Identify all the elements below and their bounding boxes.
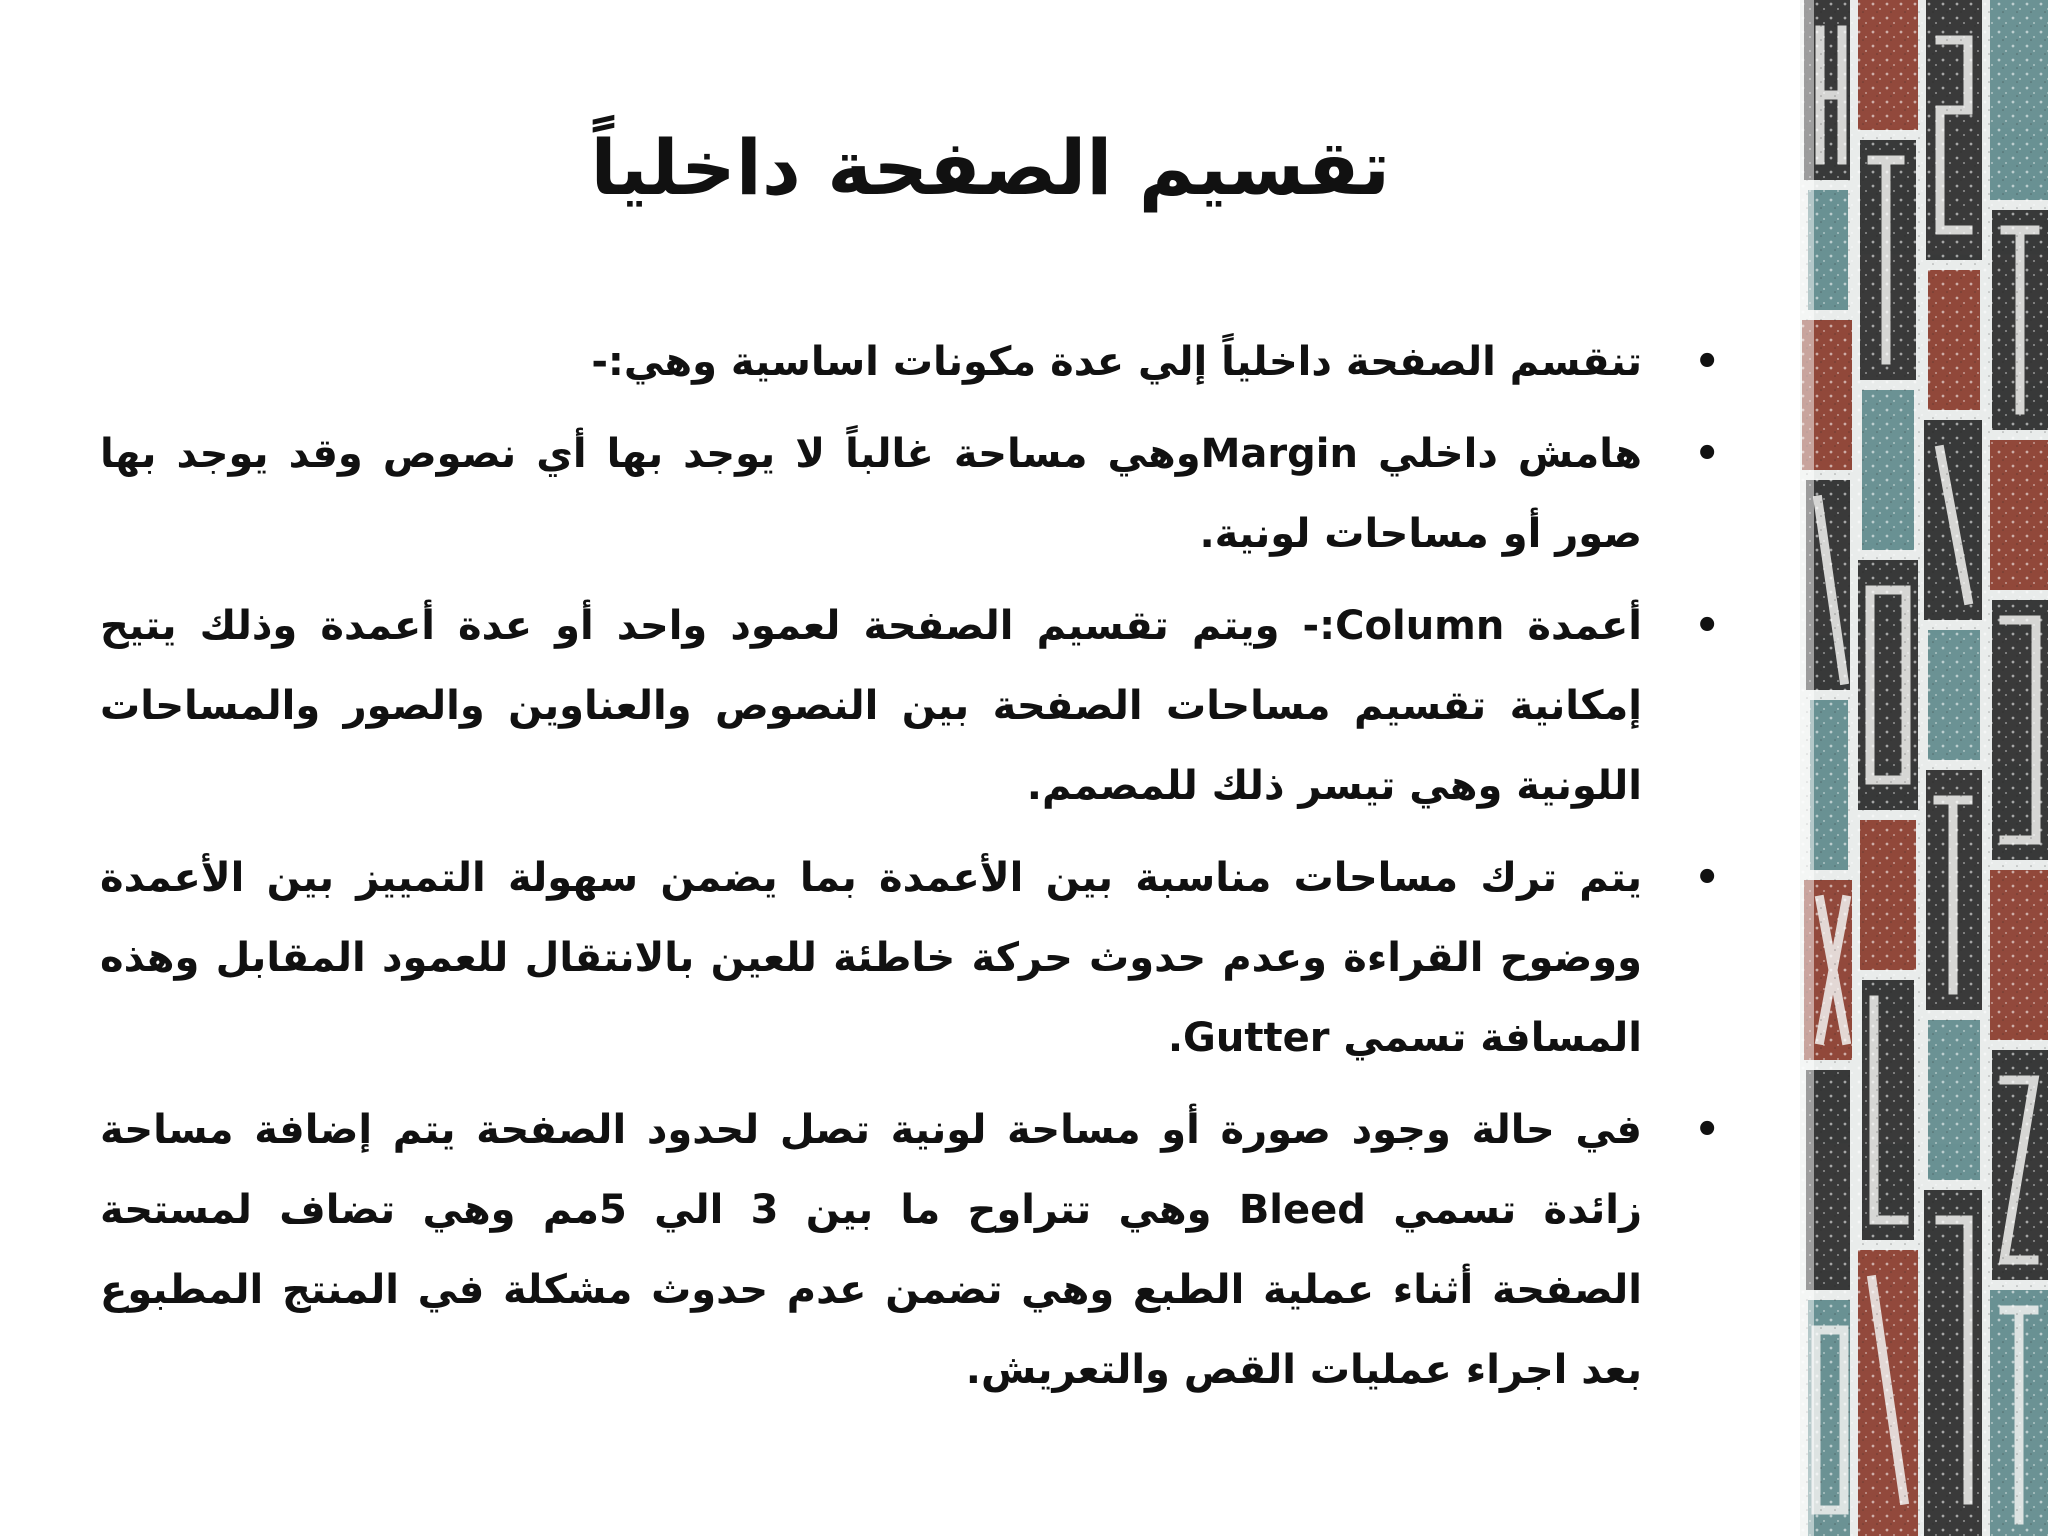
bullet-icon: •	[1694, 855, 1720, 901]
bullet-icon: •	[1694, 431, 1720, 477]
slide-title: تقسيم الصفحة داخلياً	[590, 123, 1390, 212]
bullet-text: تنقسم الصفحة داخلياً إلي عدة مكونات اساسية وهي:-	[591, 339, 1642, 385]
bullet-text: هامش داخلي Marginوهي مساحة غالباً لا يوجد بها أي نصوص وقد يوجد بها صور أو مساحات لونية.	[100, 431, 1642, 557]
bullet-text: أعمدة Column:- ويتم تقسيم الصفحة لعمود واحد أو عدة أعمدة وذلك يتيح إمكانية تقسيم مساحات الصفحة بين النصوص والعناوين والصور والمساحات اللونية وهي تيسر ذلك للمصمم.	[100, 603, 1642, 809]
bullet-icon: •	[1694, 339, 1720, 385]
grunge-typography-art	[1800, 0, 2048, 1536]
bullet-list	[100, 322, 1720, 1422]
bullet-text: يتم ترك مساحات مناسبة بين الأعمدة بما يضمن سهولة التمييز بين الأعمدة ووضوح القراءة وعدم حدوث حركة خاطئة للعين بالانتقال للعمود المقابل وهذه المسافة تسمي Gutter.	[100, 855, 1642, 1061]
bullet-icon: •	[1694, 603, 1720, 649]
list-item	[100, 414, 1720, 574]
list-item	[100, 1090, 1720, 1410]
list-item	[100, 838, 1720, 1078]
list-item	[100, 586, 1720, 826]
list-item	[100, 322, 1720, 402]
bullet-icon: •	[1694, 1107, 1720, 1153]
bullet-text: في حالة وجود صورة أو مساحة لونية تصل لحدود الصفحة يتم إضافة مساحة زائدة تسمي Bleed وهي تتراوح ما بين 3 الي 5مم وهي تضاف لمستحة الصفحة أثناء عملية الطبع وهي تضمن عدم حدوث مشكلة في المنتج المطبوع بعد اجراء عمليات القص والتعريش.	[100, 1107, 1642, 1393]
grunge-decoration-strip	[1800, 0, 2048, 1536]
